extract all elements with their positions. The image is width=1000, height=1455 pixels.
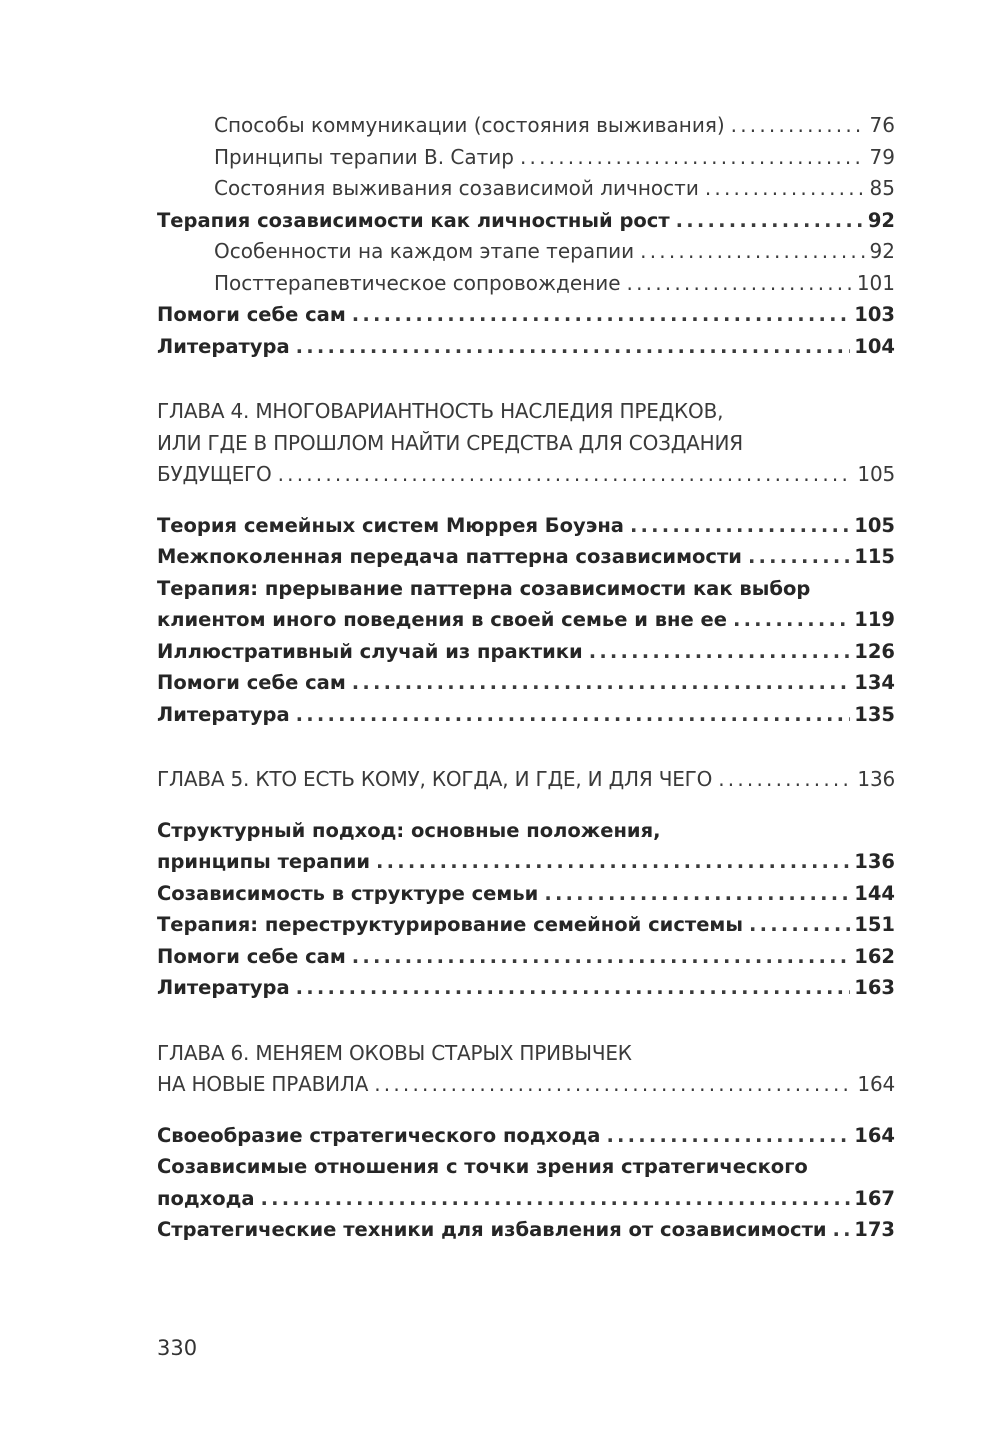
toc-entry-page: 144 xyxy=(854,881,895,905)
table-of-contents xyxy=(157,110,895,1246)
toc-entry-title-line: Структурный подход: основные положения, xyxy=(157,818,661,842)
dot-leader xyxy=(296,331,851,363)
chapter-heading[interactable] xyxy=(157,396,895,491)
dot-leader xyxy=(296,972,851,1004)
toc-entry-page: 92 xyxy=(869,239,895,263)
toc-entry[interactable] xyxy=(157,573,895,636)
dot-leader xyxy=(374,1069,853,1101)
toc-entry-page: 119 xyxy=(854,608,895,631)
dot-leader xyxy=(278,459,854,491)
toc-entry[interactable] xyxy=(157,299,895,331)
toc-entry[interactable] xyxy=(157,268,895,300)
toc-entry-title: Помоги себе сам xyxy=(157,671,346,694)
toc-entry-title: Принципы терапии В. Сатир xyxy=(214,144,514,169)
toc-entry[interactable] xyxy=(157,909,895,941)
toc-entry-title: Терапия: переструктурирование семейной системы xyxy=(157,913,743,936)
dot-leader xyxy=(589,636,851,668)
chapter-title-line: ГЛАВА 5. КТО ЕСТЬ КОМУ, КОГДА, И ГДЕ, И ДЛЯ ЧЕГО xyxy=(157,767,713,791)
toc-entry[interactable] xyxy=(157,1151,895,1214)
page-number: 330 xyxy=(157,1336,198,1360)
chapter-title-line: БУДУЩЕГО xyxy=(157,462,272,486)
toc-entry-title: Литература xyxy=(157,702,290,726)
toc-entry[interactable] xyxy=(157,236,895,268)
toc-entry-title: Терапия созависимости как личностный рост xyxy=(157,208,670,232)
toc-entry-title: принципы терапии xyxy=(157,850,371,873)
toc-entry-page: 163 xyxy=(854,976,895,999)
dot-leader xyxy=(352,299,851,331)
chapter-title-line: ГЛАВА 6. МЕНЯЕМ ОКОВЫ СТАРЫХ ПРИВЫЧЕК xyxy=(157,1040,632,1065)
toc-entry[interactable] xyxy=(157,1120,895,1152)
spacer xyxy=(157,362,895,396)
dot-leader xyxy=(640,236,865,268)
toc-entry-title: Стратегические техники для избавления от созависимости xyxy=(157,1218,827,1241)
toc-entry[interactable] xyxy=(157,972,895,1004)
dot-leader xyxy=(606,1120,850,1152)
spacer xyxy=(157,491,895,510)
toc-entry-title: Способы коммуникации (состояния выживания) xyxy=(214,113,725,137)
toc-entry-page: 164 xyxy=(854,1123,895,1147)
toc-entry-page: 105 xyxy=(854,513,895,537)
dot-leader xyxy=(261,1183,851,1215)
chapter-title-line: НА НОВЫЕ ПРАВИЛА xyxy=(157,1072,369,1096)
toc-entry-title: Иллюстративный случай из практики xyxy=(157,639,583,663)
toc-entry-title: Особенности на каждом этапе терапии xyxy=(214,239,635,263)
dot-leader xyxy=(627,268,853,300)
toc-entry[interactable] xyxy=(157,636,895,668)
toc-entry-page: 115 xyxy=(854,545,895,568)
toc-entry[interactable] xyxy=(157,1214,895,1246)
toc-entry[interactable] xyxy=(157,941,895,973)
toc-entry-page: 162 xyxy=(854,944,895,968)
toc-entry-title-line: Созависимые отношения с точки зрения стратегического xyxy=(157,1155,808,1178)
dot-leader xyxy=(731,110,866,142)
dot-leader xyxy=(352,941,851,973)
dot-leader xyxy=(352,667,851,699)
toc-entry[interactable] xyxy=(157,541,895,573)
toc-entry-page: 136 xyxy=(854,850,895,873)
toc-entry-title: Созависимость в структуре семьи xyxy=(157,881,539,905)
toc-entry-page: 92 xyxy=(867,208,895,232)
toc-entry[interactable] xyxy=(157,173,895,205)
chapter-title-line: ИЛИ ГДЕ В ПРОШЛОМ НАЙТИ СРЕДСТВА ДЛЯ СОЗДАНИЯ xyxy=(157,430,743,455)
toc-entry[interactable] xyxy=(157,878,895,910)
toc-entry[interactable] xyxy=(157,331,895,363)
toc-entry[interactable] xyxy=(157,699,895,731)
dot-leader xyxy=(705,173,866,205)
spacer xyxy=(157,796,895,815)
dot-leader xyxy=(630,510,850,542)
chapter-heading[interactable] xyxy=(157,1038,895,1101)
toc-entry[interactable] xyxy=(157,142,895,174)
toc-entry-title-line: Терапия: прерывание паттерна созависимости как выбор xyxy=(157,576,811,600)
toc-entry[interactable] xyxy=(157,510,895,542)
dot-leader xyxy=(376,846,850,878)
toc-entry-title: Литература xyxy=(157,334,290,358)
toc-entry-title: подхода xyxy=(157,1186,255,1210)
toc-entry-page: 173 xyxy=(854,1218,895,1241)
toc-entry-page: 167 xyxy=(854,1186,895,1210)
spacer xyxy=(157,1101,895,1120)
dot-leader xyxy=(748,541,850,573)
toc-entry-page: 103 xyxy=(854,303,895,326)
chapter-heading[interactable] xyxy=(157,764,895,796)
toc-entry-title: Межпоколенная передача паттерна созависимости xyxy=(157,545,742,568)
toc-entry-title: Посттерапевтическое сопровождение xyxy=(214,270,621,295)
toc-entry[interactable] xyxy=(157,110,895,142)
toc-entry-title: клиентом иного поведения в своей семье и вне ее xyxy=(157,608,727,631)
toc-entry-title: Теория семейных систем Мюррея Боуэна xyxy=(157,513,624,537)
dot-leader xyxy=(544,878,850,910)
toc-entry-title: Помоги себе сам xyxy=(157,944,346,968)
toc-entry-page: 134 xyxy=(854,671,895,694)
dot-leader xyxy=(676,205,864,237)
toc-entry-page: 76 xyxy=(869,113,895,137)
spacer xyxy=(157,730,895,764)
toc-entry-page: 151 xyxy=(854,913,895,936)
dot-leader xyxy=(749,909,850,941)
dot-leader xyxy=(718,764,853,796)
toc-entry-title: Своеобразие стратегического подхода xyxy=(157,1123,601,1147)
toc-entry-title: Состояния выживания созависимой личности xyxy=(214,176,699,200)
chapter-title-line: ГЛАВА 4. МНОГОВАРИАНТНОСТЬ НАСЛЕДИЯ ПРЕДКОВ, xyxy=(157,399,724,423)
toc-entry-title: Литература xyxy=(157,976,290,999)
toc-entry-page: 85 xyxy=(869,176,895,200)
dot-leader xyxy=(296,699,851,731)
toc-entry[interactable] xyxy=(157,667,895,699)
chapter-page: 164 xyxy=(857,1072,895,1096)
spacer xyxy=(157,1004,895,1038)
dot-leader xyxy=(833,1214,851,1246)
chapter-page: 136 xyxy=(857,767,895,791)
toc-entry[interactable] xyxy=(157,205,895,237)
dot-leader xyxy=(733,604,850,636)
toc-entry-page: 135 xyxy=(854,702,895,726)
toc-entry-page: 101 xyxy=(856,270,895,295)
toc-entry-title: Помоги себе сам xyxy=(157,303,346,326)
chapter-page: 105 xyxy=(857,462,895,486)
toc-entry[interactable] xyxy=(157,815,895,878)
toc-entry-page: 79 xyxy=(869,144,895,169)
dot-leader xyxy=(520,142,866,174)
toc-entry-page: 126 xyxy=(854,639,895,663)
toc-entry-page: 104 xyxy=(854,334,895,358)
